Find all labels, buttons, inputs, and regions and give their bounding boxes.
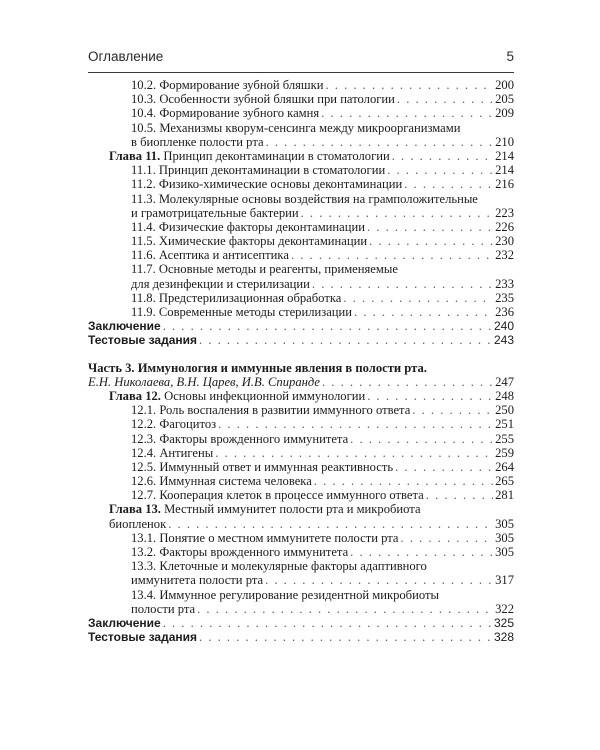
header-page-number: 5 (506, 49, 514, 64)
toc-entry[interactable] (88, 135, 514, 149)
toc-entry[interactable] (88, 573, 514, 587)
toc-entry[interactable] (88, 630, 514, 644)
toc-entry[interactable] (88, 417, 514, 431)
toc-page-number: 259 (495, 445, 514, 460)
header-rule (88, 72, 514, 73)
dot-leader (312, 277, 493, 291)
toc-entry[interactable] (88, 545, 514, 559)
dot-leader (395, 460, 493, 474)
header-title: Оглавление (88, 49, 164, 64)
toc-entry[interactable] (88, 446, 514, 460)
toc-entry-text (109, 389, 365, 403)
toc-entry[interactable] (88, 602, 514, 616)
toc-page-number: 251 (495, 417, 514, 432)
toc-entry[interactable] (88, 488, 514, 502)
toc-entry-text: 10.5. Механизмы кворум-сенсинга между микроорганизмами (131, 120, 461, 135)
dot-leader (343, 291, 493, 305)
toc-page-number: 200 (495, 78, 514, 92)
toc-entry[interactable] (88, 234, 514, 248)
toc-entry-text: иммунитета полости рта (131, 573, 264, 588)
toc-entry-text: 13.2. Факторы врожденного иммунитета (131, 545, 349, 559)
toc-entry-text: 13.1. Понятие о местном иммунитете полости рта (131, 530, 399, 545)
dot-leader (387, 163, 493, 177)
toc-entry-text: Е.Н. Николаева, В.Н. Царев, И.В. Спиранде (88, 374, 320, 389)
toc-entry[interactable] (88, 163, 514, 177)
toc-entry-text: 12.1. Роль воспаления в развитии иммунного ответа (131, 403, 411, 418)
toc-entry-text: 11.6. Асептика и антисептика (131, 248, 289, 263)
dot-leader (266, 135, 494, 149)
toc-entry-text: 11.1. Принцип деконтаминации в стоматологии (131, 163, 386, 178)
chapter-prefix: Глава 13. (109, 502, 161, 517)
dot-leader (354, 305, 493, 319)
dot-leader (291, 248, 493, 262)
toc-entry-text: 11.3. Молекулярные основы воздействия на грамположительные (131, 191, 478, 206)
toc-entry[interactable] (88, 588, 514, 602)
dot-leader (321, 106, 493, 120)
dot-leader (199, 333, 492, 347)
toc-entry[interactable] (88, 502, 514, 516)
toc-entry[interactable] (88, 389, 514, 403)
toc-entry[interactable] (88, 531, 514, 545)
toc-page-number: 214 (495, 163, 514, 178)
chapter-prefix: Глава 12. (109, 388, 161, 403)
dot-leader (367, 220, 493, 234)
dot-leader (412, 403, 493, 417)
toc-page-number: 233 (495, 276, 514, 291)
toc-entry-text: 12.6. Иммунная система человека (131, 474, 312, 489)
toc-page-number: 325 (493, 615, 514, 630)
dot-leader (426, 488, 493, 502)
toc-entry[interactable] (88, 375, 514, 389)
dot-leader (397, 92, 493, 106)
toc-page-number: 255 (495, 431, 514, 446)
toc-entry[interactable] (88, 333, 514, 347)
toc-entry[interactable] (88, 262, 514, 276)
toc-page-number: 226 (495, 219, 514, 234)
toc-page-number: 305 (495, 516, 514, 531)
dot-leader (163, 319, 492, 333)
toc-entry-text: 13.4. Иммунное регулирование резидентной микробиоты (131, 587, 439, 602)
dot-leader (199, 630, 492, 644)
dot-leader (301, 206, 493, 220)
toc-entry[interactable] (88, 92, 514, 106)
toc-entry-text: 12.5. Иммунный ответ и иммунная реактивность (131, 459, 394, 474)
dot-leader (314, 474, 493, 488)
dot-leader (400, 531, 493, 545)
toc-entry[interactable] (88, 432, 514, 446)
toc-entry[interactable] (88, 616, 514, 630)
toc-page-number: 232 (495, 248, 514, 263)
dot-leader (325, 78, 493, 92)
chapter-title: Основы инфекционной иммунологии (164, 388, 366, 403)
toc-entry[interactable] (88, 121, 514, 135)
toc-page-number: 243 (493, 333, 514, 348)
toc-page-number: 328 (493, 630, 514, 645)
chapter-title: Местный иммунитет полости рта и микробиота (164, 502, 421, 517)
toc-entry-text: 13.3. Клеточные и молекулярные факторы адаптивного (131, 559, 427, 574)
toc-page-number: 205 (495, 92, 514, 107)
toc-page-number: 265 (495, 474, 514, 489)
toc-entry[interactable] (88, 248, 514, 262)
toc-page-number: 305 (495, 530, 514, 545)
dot-leader (369, 234, 493, 248)
toc-page-number: 247 (495, 374, 514, 389)
section-gap (88, 348, 514, 361)
toc-entry[interactable] (88, 177, 514, 191)
toc-entry[interactable] (88, 319, 514, 333)
dot-leader (404, 177, 493, 191)
toc-entry[interactable] (88, 78, 514, 92)
toc-page-number: 209 (495, 106, 514, 121)
toc-entry[interactable] (88, 559, 514, 573)
toc-entry[interactable] (88, 192, 514, 206)
toc-page-number: 264 (495, 459, 514, 474)
toc-entry-text (109, 149, 390, 163)
toc-entry-text: 12.3. Факторы врожденного иммунитета (131, 431, 349, 446)
dot-leader (392, 149, 493, 163)
toc-entry-text: биопленок (109, 516, 167, 531)
toc-entry[interactable] (88, 277, 514, 291)
dot-leader (350, 432, 493, 446)
toc-page-number: 240 (493, 319, 514, 334)
toc-entry-text: для дезинфекции и стерилизации (131, 276, 310, 291)
toc-entry-text: 10.4. Формирование зубного камня (131, 106, 320, 121)
chapter-title: Принцип деконтаминации в стоматологии (163, 148, 390, 163)
toc-entry-text: 12.4. Антигены (131, 445, 214, 460)
toc-entry-text: 10.2. Формирование зубной бляшки (131, 78, 324, 92)
dot-leader (168, 517, 493, 531)
toc-entry-text: Тестовые задания (88, 333, 198, 348)
toc-entry[interactable] (88, 517, 514, 531)
toc-entry[interactable] (88, 149, 514, 163)
toc-entry[interactable] (88, 474, 514, 488)
table-of-contents (88, 78, 514, 644)
toc-page-number: 322 (495, 601, 514, 616)
toc-entry-text: 11.4. Физические факторы деконтаминации (131, 219, 365, 234)
toc-entry[interactable] (88, 460, 514, 474)
toc-page-number: 248 (495, 388, 514, 403)
toc-page-number: 223 (495, 205, 514, 220)
toc-entry-text (109, 502, 421, 516)
dot-leader (322, 375, 493, 389)
dot-leader (215, 446, 493, 460)
dot-leader (197, 602, 493, 616)
toc-page-number: 281 (495, 488, 514, 503)
toc-page-number: 230 (495, 234, 514, 249)
toc-page-number: 216 (495, 177, 514, 192)
dot-leader (265, 573, 493, 587)
dot-leader (350, 545, 493, 559)
toc-entry-text: 12.2. Фагоцитоз (131, 417, 217, 432)
toc-entry[interactable] (88, 106, 514, 120)
toc-entry-text: Заключение (88, 615, 161, 630)
toc-entry-text: 12.7. Кооперация клеток в процессе иммунного ответа (131, 488, 424, 503)
toc-page-number: 235 (495, 290, 514, 305)
toc-entry-text: 11.5. Химические факторы деконтаминации (131, 234, 368, 249)
toc-page-number: 236 (495, 305, 514, 319)
dot-leader (218, 417, 493, 431)
toc-entry[interactable] (88, 206, 514, 220)
toc-entry[interactable] (88, 361, 514, 375)
toc-entry[interactable] (88, 291, 514, 305)
toc-entry-text: 11.8. Предстерилизационная обработка (131, 290, 342, 305)
chapter-prefix: Глава 11. (109, 148, 161, 163)
toc-page-number: 317 (495, 573, 514, 588)
toc-entry-text: и грамотрицательные бактерии (131, 205, 299, 220)
toc-entry-text: полости рта (131, 601, 196, 616)
toc-page-number: 214 (495, 148, 514, 163)
toc-entry-text: Часть 3. Иммунология и иммунные явления в полости рта. (88, 360, 427, 375)
toc-entry-text: Заключение (88, 319, 161, 334)
toc-entry-text: в биопленке полости рта (131, 134, 264, 149)
running-header (88, 49, 514, 69)
toc-entry-text: 11.7. Основные методы и реагенты, применяемые (131, 262, 398, 277)
toc-page-number: 210 (495, 134, 514, 149)
dot-leader (367, 389, 493, 403)
toc-page-number: 305 (495, 545, 514, 559)
toc-entry[interactable] (88, 403, 514, 417)
toc-page-number: 250 (495, 403, 514, 418)
toc-entry-text: 11.9. Современные методы стерилизации (131, 305, 353, 319)
toc-entry-text: Тестовые задания (88, 630, 198, 645)
toc-entry-text: 10.3. Особенности зубной бляшки при патологии (131, 92, 395, 107)
dot-leader (163, 616, 492, 630)
toc-entry-text: 11.2. Физико-химические основы деконтаминации (131, 177, 403, 192)
toc-entry[interactable] (88, 305, 514, 319)
toc-entry[interactable] (88, 220, 514, 234)
